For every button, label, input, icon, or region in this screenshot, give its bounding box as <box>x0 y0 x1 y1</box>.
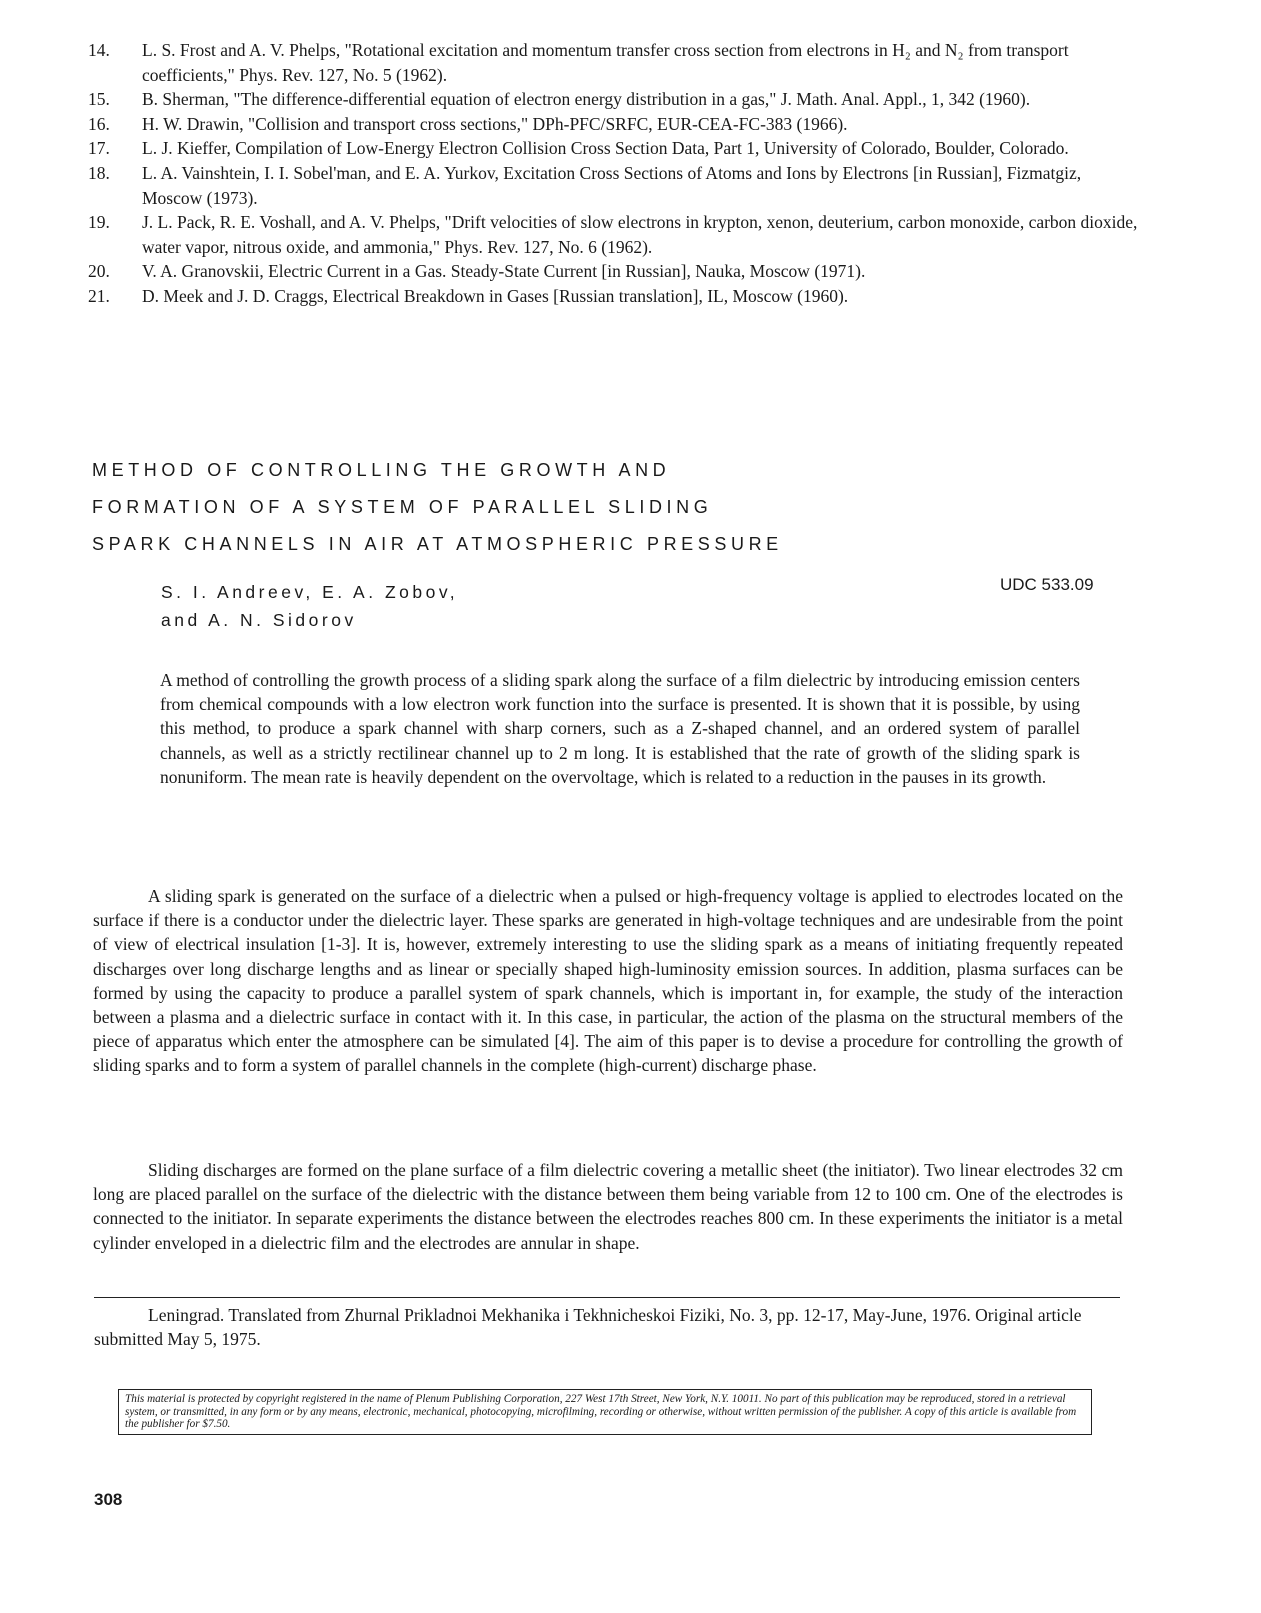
reference-list <box>88 38 1138 309</box>
title-line: SPARK CHANNELS IN AIR AT ATMOSPHERIC PRESSURE <box>92 534 783 554</box>
reference-item <box>88 161 1138 210</box>
article-authors <box>161 578 458 634</box>
reference-text: L. A. Vainshtein, I. I. Sobel'man, and E. A. Yurkov, Excitation Cross Sections of Atoms and Ions by Electrons [in Russian], Fizmatgiz, Moscow (1973). <box>142 162 1082 208</box>
reference-item <box>88 210 1138 259</box>
footnote-divider <box>94 1297 1120 1298</box>
reference-item <box>88 112 1138 137</box>
body-paragraph: A sliding spark is generated on the surface of a dielectric when a pulsed or high-frequency voltage is applied to electrodes located on the surface if there is a conductor under the dielectric layer. These sparks are generated in high-voltage techniques and are undesirable from the point of view of electrical insulation [1-3]. It is, however, extremely interesting to use the sliding spark as a means of initiating frequently repeated discharges over long discharge lengths and as linear or specially shaped high-luminosity emission sources. In addition, plasma surfaces can be formed by using the capacity to produce a parallel system of spark channels, which is important in, for example, the study of the interaction between a plasma and a dielectric surface in contact with it. In this case, in particular, the action of the plasma on the structural members of the piece of apparatus which enter the atmosphere can be simulated [4]. The aim of this paper is to devise a procedure for controlling the growth of sliding sparks and to form a system of parallel channels in the complete (high-current) discharge phase. <box>93 886 1123 1076</box>
reference-number: 15. <box>88 89 110 110</box>
reference-text: B. Sherman, "The difference-differential equation of electron energy distribution in a gas," J. Math. Anal. Appl., 1, 342 (1960). <box>142 89 1031 110</box>
title-line: METHOD OF CONTROLLING THE GROWTH AND <box>92 460 671 480</box>
reference-item <box>88 259 1138 284</box>
reference-item <box>88 87 1138 112</box>
article-title <box>92 452 992 563</box>
reference-number: 17. <box>88 138 110 159</box>
article-abstract: A method of controlling the growth process of a sliding spark along the surface of a film dielectric by introducing emission centers from chemical compounds with a low electron work function into the surface is presented. It is shown that it is possible, by using this method, to produce a spark channel with sharp corners, such as a Z-shaped channel, and an ordered system of parallel channels, as well as a strictly rectilinear channel up to 2 m long. It is established that the rate of growth of the sliding spark is nonuniform. The mean rate is heavily dependent on the overvoltage, which is related to a reduction in the pauses in its growth. <box>160 670 1080 787</box>
authors-line: and A. N. Sidorov <box>161 610 357 630</box>
copyright-notice: This material is protected by copyright registered in the name of Plenum Publishing Corporation, 227 West 17th Street, New York, N.Y. 10011. No part of this publication may be reproduced, stored in a retrieval system, or transmitted, in any form or by any means, electronic, mechanical, photocopying, microfilming, recording or otherwise, without written permission of the publisher. A copy of this article is available from the publisher for $7.50. <box>118 1389 1092 1435</box>
reference-item <box>88 38 1138 87</box>
reference-number: 21. <box>88 285 110 306</box>
reference-text: L. J. Kieffer, Compilation of Low-Energy Electron Collision Cross Section Data, Part 1, University of Colorado, Boulder, Colorado. <box>142 138 1069 159</box>
page-number: 308 <box>94 1490 123 1509</box>
footnote: Leningrad. Translated from Zhurnal Prikladnoi Mekhanika i Tekhnicheskoi Fiziki, No. 3, pp. 12-17, May-June, 1976. Original article submitted May 5, 1975. <box>94 1305 1082 1349</box>
reference-text: V. A. Granovskii, Electric Current in a Gas. Steady-State Current [in Russian], Nauka, Moscow (1971). <box>142 261 866 282</box>
reference-item <box>88 136 1138 161</box>
title-line: FORMATION OF A SYSTEM OF PARALLEL SLIDING <box>92 497 713 517</box>
reference-number: 20. <box>88 261 110 282</box>
body-paragraph: Sliding discharges are formed on the plane surface of a film dielectric covering a metallic sheet (the initiator). Two linear electrodes 32 cm long are placed parallel on the surface of the dielectric with the distance between them being variable from 12 to 100 cm. One of the electrodes is connected to the initiator. In separate experiments the distance between the electrodes reaches 800 cm. In these experiments the initiator is a metal cylinder enveloped in a dielectric film and the electrodes are annular in shape. <box>93 1160 1123 1253</box>
reference-text: D. Meek and J. D. Craggs, Electrical Breakdown in Gases [Russian translation], IL, Moscow (1960). <box>142 285 849 306</box>
reference-number: 16. <box>88 113 110 134</box>
authors-line: S. I. Andreev, E. A. Zobov, <box>161 582 459 602</box>
reference-number: 14. <box>88 40 110 60</box>
udc-code: UDC 533.09 <box>1000 575 1094 594</box>
reference-item <box>88 284 1138 309</box>
reference-text: J. L. Pack, R. E. Voshall, and A. V. Phelps, "Drift velocities of slow electrons in krypton, xenon, deuterium, carbon monoxide, carbon dioxide, water vapor, nitrous oxide, and ammonia," Phys. Rev. 127, No. 6 (1962). <box>142 212 1138 257</box>
reference-text: H. W. Drawin, "Collision and transport cross sections," DPh-PFC/SRFC, EUR-CEA-FC-383 (1966). <box>142 113 848 134</box>
reference-text: L. S. Frost and A. V. Phelps, "Rotational excitation and momentum transfer cross section from electrons in H₂ and N₂ from transport coefficients," Phys. Rev. 127, No. 5 (1962). <box>142 40 1069 85</box>
reference-number: 18. <box>88 162 110 183</box>
reference-number: 19. <box>88 212 110 233</box>
